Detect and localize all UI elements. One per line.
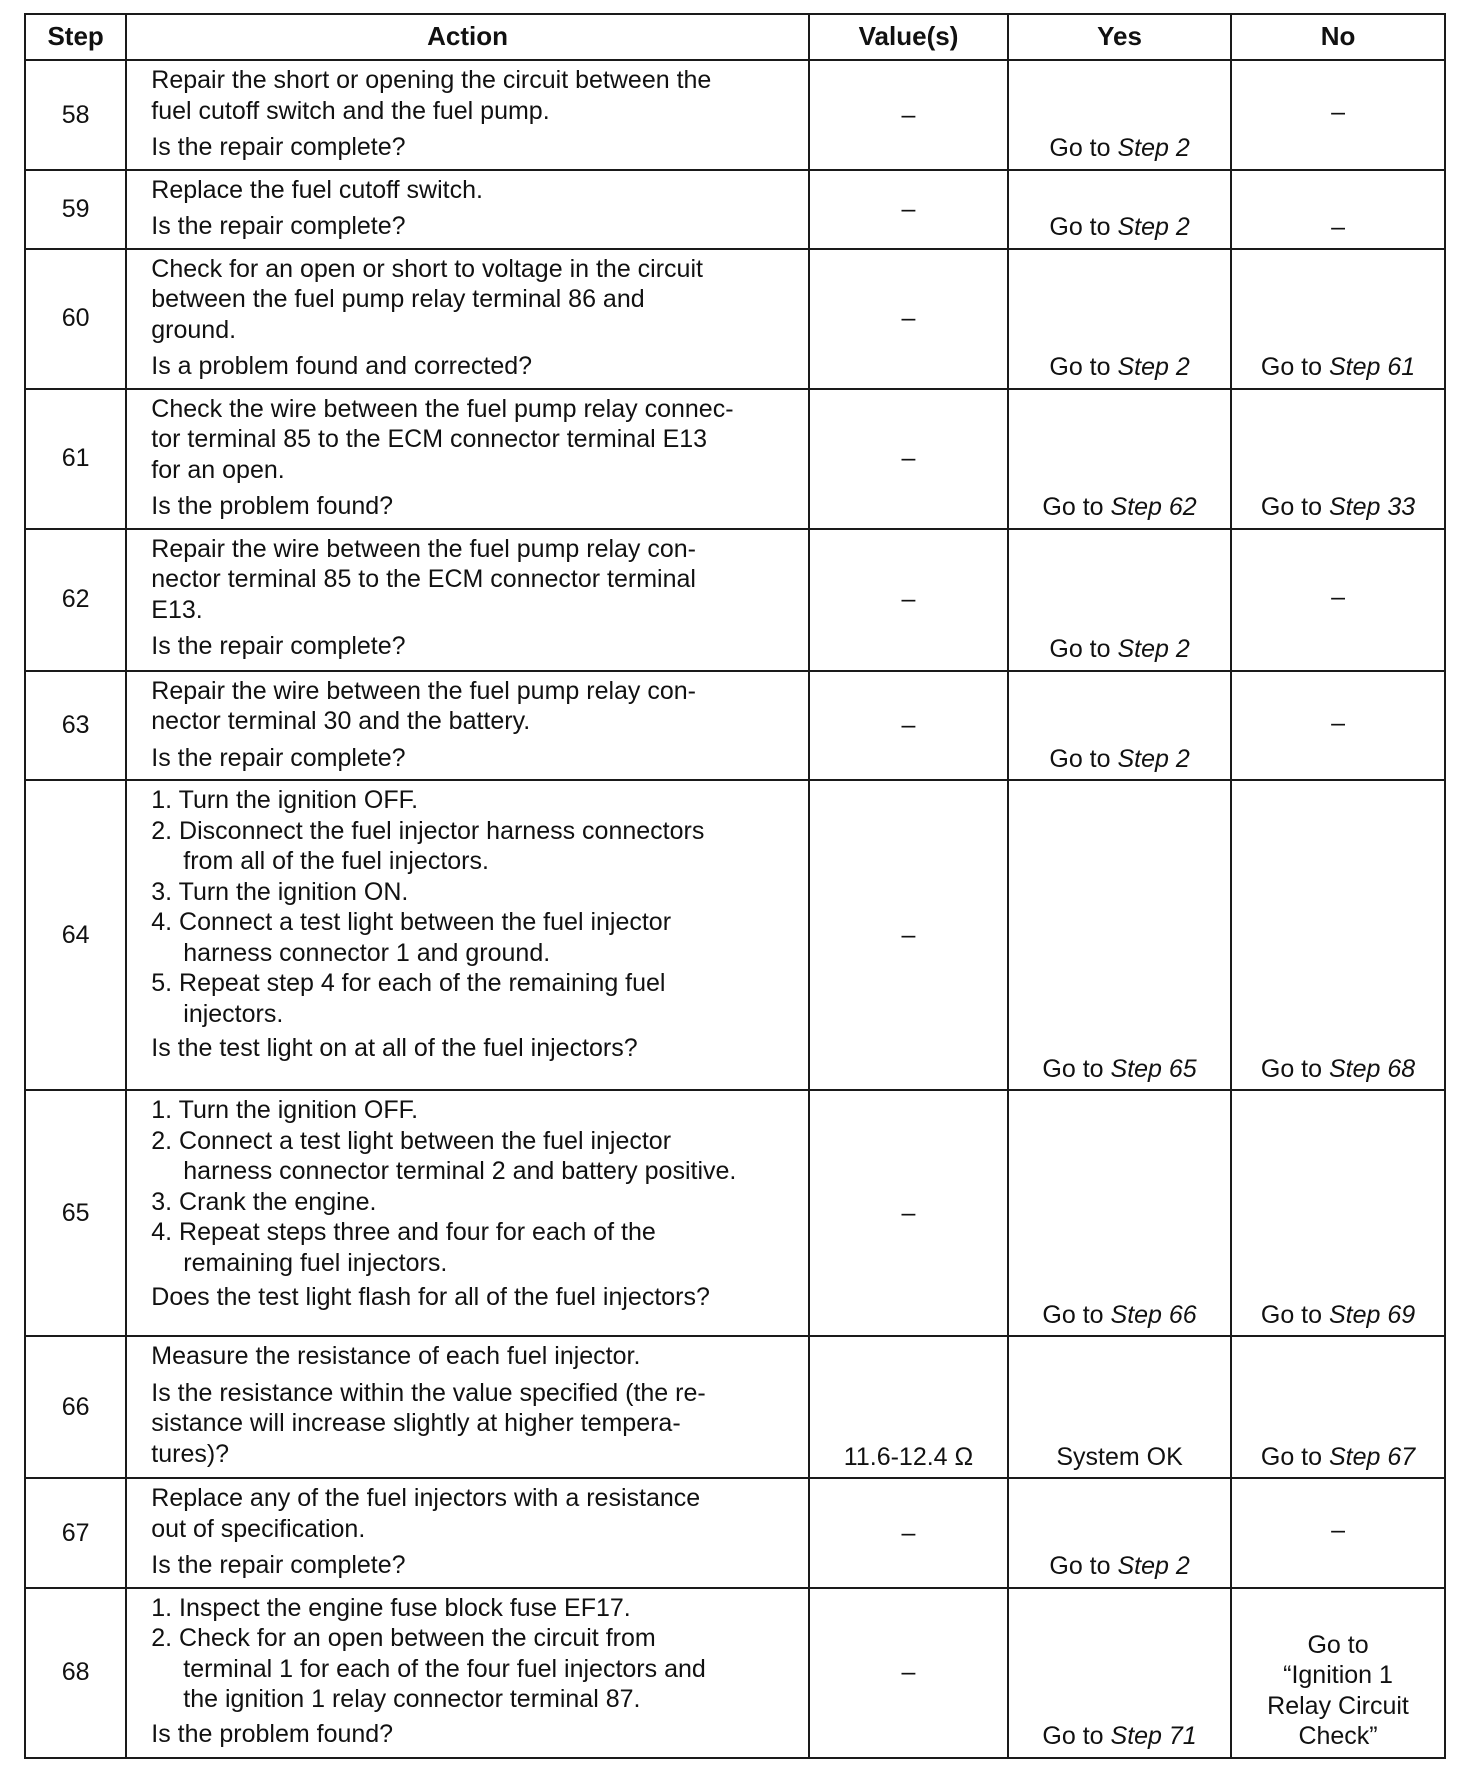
yes-cell xyxy=(1008,170,1231,249)
value-cell: – xyxy=(809,389,1008,529)
yes-prefix: Go to xyxy=(1049,134,1118,162)
action-cell xyxy=(126,780,809,1090)
step-number: 59 xyxy=(25,170,126,249)
yes-prefix: Go to xyxy=(1049,744,1118,773)
yes-cell xyxy=(1008,1588,1231,1758)
step-number: 58 xyxy=(25,60,126,170)
value-cell: – xyxy=(809,529,1008,671)
value-cell: – xyxy=(809,60,1008,170)
action-item: 1. Turn the ignition OFF. xyxy=(151,1096,419,1124)
no-cell xyxy=(1231,389,1445,529)
yes-prefix: Go to xyxy=(1042,1722,1111,1750)
yes-cell xyxy=(1008,780,1231,1090)
no-cell xyxy=(1231,1588,1445,1758)
action-cell xyxy=(126,529,809,671)
no-cell: – xyxy=(1231,170,1445,249)
value-cell: – xyxy=(809,780,1008,1090)
header-values: Value(s) xyxy=(809,14,1008,60)
step-number: 65 xyxy=(25,1090,126,1336)
value-cell: – xyxy=(809,170,1008,249)
value-cell: – xyxy=(809,1090,1008,1336)
step-number: 68 xyxy=(25,1588,126,1758)
table-row xyxy=(25,60,1445,170)
action-line: for an open. xyxy=(151,455,285,484)
table-row xyxy=(25,1090,1445,1336)
no-cell xyxy=(1231,1336,1445,1478)
no-step-link: Step 68 xyxy=(1328,1054,1416,1083)
yes-prefix: Go to xyxy=(1049,1552,1118,1580)
yes-step-link: Step 2 xyxy=(1117,353,1190,381)
action-line: tor terminal 85 to the ECM connector terminal E13 xyxy=(151,425,708,453)
action-line: Repair the wire between the fuel pump relay con- xyxy=(151,676,697,705)
action-line: Measure the resistance of each fuel injector. xyxy=(151,1342,641,1370)
action-cell xyxy=(126,1336,809,1478)
no-line: Go to xyxy=(1307,1630,1369,1659)
action-question: Does the test light flash for all of the fuel injectors? xyxy=(151,1283,710,1311)
action-cell xyxy=(126,671,809,781)
header-row xyxy=(25,14,1445,60)
step-number: 60 xyxy=(25,249,126,389)
no-step-link: Step 33 xyxy=(1328,493,1416,521)
action-question: Is the repair complete? xyxy=(151,133,406,161)
action-question: Is the repair complete? xyxy=(151,1551,406,1579)
action-item: 2. Check for an open between the circuit from terminal 1 for each of the four fuel injectors and the ignition 1 relay connector terminal 87. xyxy=(151,1624,706,1713)
no-step-link: Step 67 xyxy=(1328,1442,1416,1471)
step-number: 63 xyxy=(25,671,126,781)
action-item: 4. Connect a test light between the fuel injector harness connector 1 and ground. xyxy=(151,908,672,967)
yes-step-link: Step 2 xyxy=(1117,1552,1190,1580)
yes-step-link: Step 71 xyxy=(1110,1722,1197,1750)
yes-prefix: Go to xyxy=(1042,1054,1111,1083)
action-line: Replace the fuel cutoff switch. xyxy=(151,175,483,204)
action-question: Is the repair complete? xyxy=(151,632,406,660)
action-line: E13. xyxy=(151,595,203,624)
action-line: Check for an open or short to voltage in the circuit xyxy=(151,254,703,283)
action-item: 4. Repeat steps three and four for each of the remaining fuel injectors. xyxy=(151,1218,656,1277)
action-line: nector terminal 30 and the battery. xyxy=(151,707,531,735)
table-row xyxy=(25,1588,1445,1758)
action-cell xyxy=(126,1090,809,1336)
yes-prefix: Go to xyxy=(1049,213,1118,241)
yes-prefix: Go to xyxy=(1049,635,1118,663)
no-prefix: Go to xyxy=(1260,1054,1329,1083)
no-cell xyxy=(1231,780,1445,1090)
step-number: 64 xyxy=(25,780,126,1090)
no-cell xyxy=(1231,249,1445,389)
no-cell: – xyxy=(1231,529,1445,671)
yes-step-link: Step 62 xyxy=(1110,493,1197,521)
value-cell: – xyxy=(809,1588,1008,1758)
diagnostic-table xyxy=(24,13,1446,1759)
yes-step-link: Step 2 xyxy=(1117,134,1190,162)
header-yes: Yes xyxy=(1008,14,1231,60)
action-item: 3. Turn the ignition ON. xyxy=(151,877,409,906)
no-prefix: Go to xyxy=(1260,353,1329,381)
table-row xyxy=(25,529,1445,671)
action-item: 2. Disconnect the fuel injector harness connectors from all of the fuel injectors. xyxy=(151,816,705,875)
step-number: 61 xyxy=(25,389,126,529)
action-question: Is the problem found? xyxy=(151,492,394,520)
table-row xyxy=(25,170,1445,249)
header-no: No xyxy=(1231,14,1445,60)
yes-cell xyxy=(1008,60,1231,170)
table-row xyxy=(25,780,1445,1090)
action-question: Is the test light on at all of the fuel injectors? xyxy=(151,1034,638,1062)
yes-step-link: Step 2 xyxy=(1117,744,1190,773)
action-cell xyxy=(126,249,809,389)
action-cell xyxy=(126,389,809,529)
action-item: 3. Crank the engine. xyxy=(151,1187,377,1216)
no-step-link: Step 61 xyxy=(1328,353,1416,381)
yes-cell xyxy=(1008,249,1231,389)
step-number: 66 xyxy=(25,1336,126,1478)
step-number: 67 xyxy=(25,1478,126,1588)
yes-step-link: Step 2 xyxy=(1117,213,1190,241)
table-row xyxy=(25,249,1445,389)
yes-cell xyxy=(1008,1090,1231,1336)
no-line: Check” xyxy=(1298,1722,1378,1750)
header-step: Step xyxy=(25,14,126,60)
action-item: 2. Connect a test light between the fuel injector harness connector terminal 2 and battery positive. xyxy=(151,1126,737,1185)
action-item: 1. Inspect the engine fuse block fuse EF17. xyxy=(151,1593,631,1622)
no-cell: – xyxy=(1231,671,1445,781)
yes-prefix: Go to xyxy=(1042,493,1111,521)
action-line: between the fuel pump relay terminal 86 and xyxy=(151,285,645,313)
yes-prefix: Go to xyxy=(1049,353,1118,381)
value-cell: 11.6-12.4 Ω xyxy=(809,1336,1008,1478)
action-cell xyxy=(126,1588,809,1758)
value-cell: – xyxy=(809,249,1008,389)
action-question: Is the repair complete? xyxy=(151,743,406,772)
no-cell: – xyxy=(1231,60,1445,170)
yes-cell xyxy=(1008,389,1231,529)
action-line: Replace any of the fuel injectors with a resistance xyxy=(151,1484,701,1512)
table-row xyxy=(25,389,1445,529)
action-line: Repair the wire between the fuel pump relay con- xyxy=(151,534,697,563)
step-number: 62 xyxy=(25,529,126,671)
action-line: ground. xyxy=(151,315,237,344)
yes-step-link: Step 66 xyxy=(1110,1300,1197,1329)
no-line: “Ignition 1 xyxy=(1283,1661,1393,1689)
action-line: Repair the short or opening the circuit between the xyxy=(151,66,712,94)
action-question: Is the problem found? xyxy=(151,1719,394,1748)
no-prefix: Go to xyxy=(1260,493,1329,521)
yes-step-link: Step 65 xyxy=(1110,1054,1197,1083)
action-cell xyxy=(126,1478,809,1588)
action-cell xyxy=(126,60,809,170)
table-row xyxy=(25,1336,1445,1478)
action-line: nector terminal 85 to the ECM connector terminal xyxy=(151,565,696,593)
no-step-link: Step 69 xyxy=(1328,1300,1416,1329)
value-cell: – xyxy=(809,671,1008,781)
table-row xyxy=(25,1478,1445,1588)
table-row xyxy=(25,671,1445,781)
action-line: fuel cutoff switch and the fuel pump. xyxy=(151,96,550,125)
action-line: out of specification. xyxy=(151,1514,366,1543)
no-line: Relay Circuit xyxy=(1267,1691,1409,1720)
yes-cell: System OK xyxy=(1008,1336,1231,1478)
yes-prefix: Go to xyxy=(1042,1300,1111,1329)
action-question: Is a problem found and corrected? xyxy=(151,352,533,380)
action-cell xyxy=(126,170,809,249)
yes-cell xyxy=(1008,671,1231,781)
yes-step-link: Step 2 xyxy=(1117,635,1190,663)
no-prefix: Go to xyxy=(1260,1300,1329,1329)
no-cell xyxy=(1231,1090,1445,1336)
action-question: Is the resistance within the value specified (the re- sistance will increase slightly at higher tempera- tures)? xyxy=(151,1378,706,1468)
yes-cell xyxy=(1008,529,1231,671)
value-cell: – xyxy=(809,1478,1008,1588)
action-line: Check the wire between the fuel pump relay connec- xyxy=(151,394,734,423)
yes-cell xyxy=(1008,1478,1231,1588)
action-question: Is the repair complete? xyxy=(151,212,406,240)
action-item: 1. Turn the ignition OFF. xyxy=(151,786,419,814)
action-item: 5. Repeat step 4 for each of the remaining fuel injectors. xyxy=(151,969,666,1028)
no-cell: – xyxy=(1231,1478,1445,1588)
no-prefix: Go to xyxy=(1260,1442,1329,1471)
header-action: Action xyxy=(126,14,809,60)
